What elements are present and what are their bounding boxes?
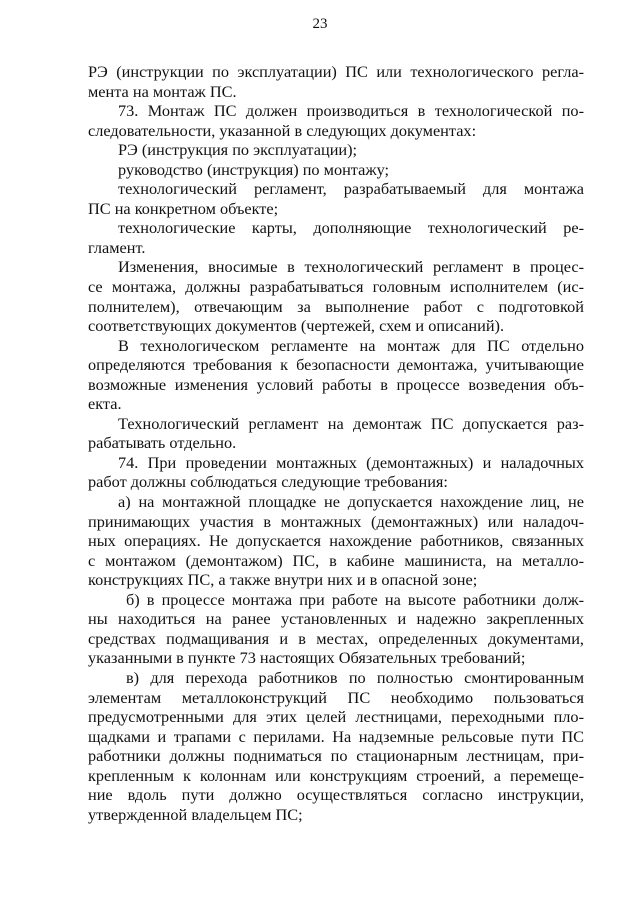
text-line: ны находиться на ранее установленных и надежно закрепленных (88, 609, 584, 629)
paragraph-74-start: 74. При проведении монтажных (демонтажных) и наладочных (118, 452, 584, 472)
text-line: с монтажом (демонтажом) ПС, в кабине машиниста, на металло- (88, 550, 584, 570)
text-line: се монтажа, должны разрабатываться головным исполнителем (ис- (88, 277, 584, 297)
text-line: екта. (88, 394, 122, 414)
text-line: полнителем), отвечающим за выполнение работ с подготовкой (88, 296, 584, 316)
text-line: возможные изменения условий работы в процессе возведения объ- (88, 374, 584, 394)
text-line: указанными в пункте 73 настоящих Обязательных требований; (88, 648, 526, 668)
page-number: 23 (312, 16, 328, 32)
text-line: соответствующих документов (чертежей, схем и описаний). (88, 316, 505, 336)
paragraph-73-start: 73. Монтаж ПС должен производиться в технологической по- (118, 101, 584, 121)
document-body (0, 62, 640, 824)
paragraph-start: Изменения, вносимые в технологический регламент в процес- (118, 257, 584, 277)
text-line: рабатывать отдельно. (88, 433, 237, 453)
paragraph-start: Технологический регламент на демонтаж ПС допускается раз- (118, 413, 584, 433)
subitem-a-start: а) на монтажной площадке не допускается нахождение лиц, не (118, 492, 584, 512)
text-line: работники должны подниматься по стационарным лестницам, при- (88, 746, 584, 766)
text-line: принимающих участия в монтажных (демонтажных) или наладоч- (88, 511, 584, 531)
text-line: мента на монтаж ПС. (88, 81, 237, 101)
text-line: следовательности, указанной в следующих документах: (88, 120, 477, 140)
list-item: технологический регламент, разрабатываемый для монтажа (118, 179, 584, 199)
list-item: технологические карты, дополняющие технологический ре- (118, 218, 584, 238)
text-line: определяются требования к безопасности демонтажа, учитывающие (88, 355, 584, 375)
list-item: РЭ (инструкция по эксплуатации); (118, 140, 358, 160)
subitem-v-start: в) для перехода работников по полностью смонтированным (126, 667, 584, 687)
text-line: элементам металлоконструкций ПС необходимо пользоваться (88, 687, 584, 707)
text-line: ПС на конкретном объекте; (88, 198, 279, 218)
subitem-b-start: б) в процессе монтажа при работе на высоте работники долж- (126, 589, 584, 609)
text-line: ных операциях. Не допускается нахождение работников, связанных (88, 531, 584, 551)
text-line: ние вдоль пути должно осуществляться согласно инструкции, (88, 785, 584, 805)
text-line: крепленным к колоннам или конструкциям строений, а перемеще- (88, 765, 584, 785)
text-line: утвержденной владельцем ПС; (88, 804, 303, 824)
text-line: гламент. (88, 237, 146, 257)
text-line: средствах подмащивания и в местах, определенных документами, (88, 628, 584, 648)
paragraph-start: В технологическом регламенте на монтаж для ПС отдельно (118, 335, 584, 355)
text-line: предусмотренными для этих целей лестницами, переходными пло- (88, 707, 584, 727)
text-line: РЭ (инструкции по эксплуатации) ПС или технологического регла- (88, 62, 584, 81)
text-line: конструкциях ПС, а также внутри них и в опасной зоне; (88, 570, 478, 590)
text-line: щадками и трапами с перилами. На надземные рельсовые пути ПС (88, 726, 584, 746)
text-line: работ должны соблюдаться следующие требования: (88, 472, 448, 492)
list-item: руководство (инструкция) по монтажу; (118, 159, 390, 179)
